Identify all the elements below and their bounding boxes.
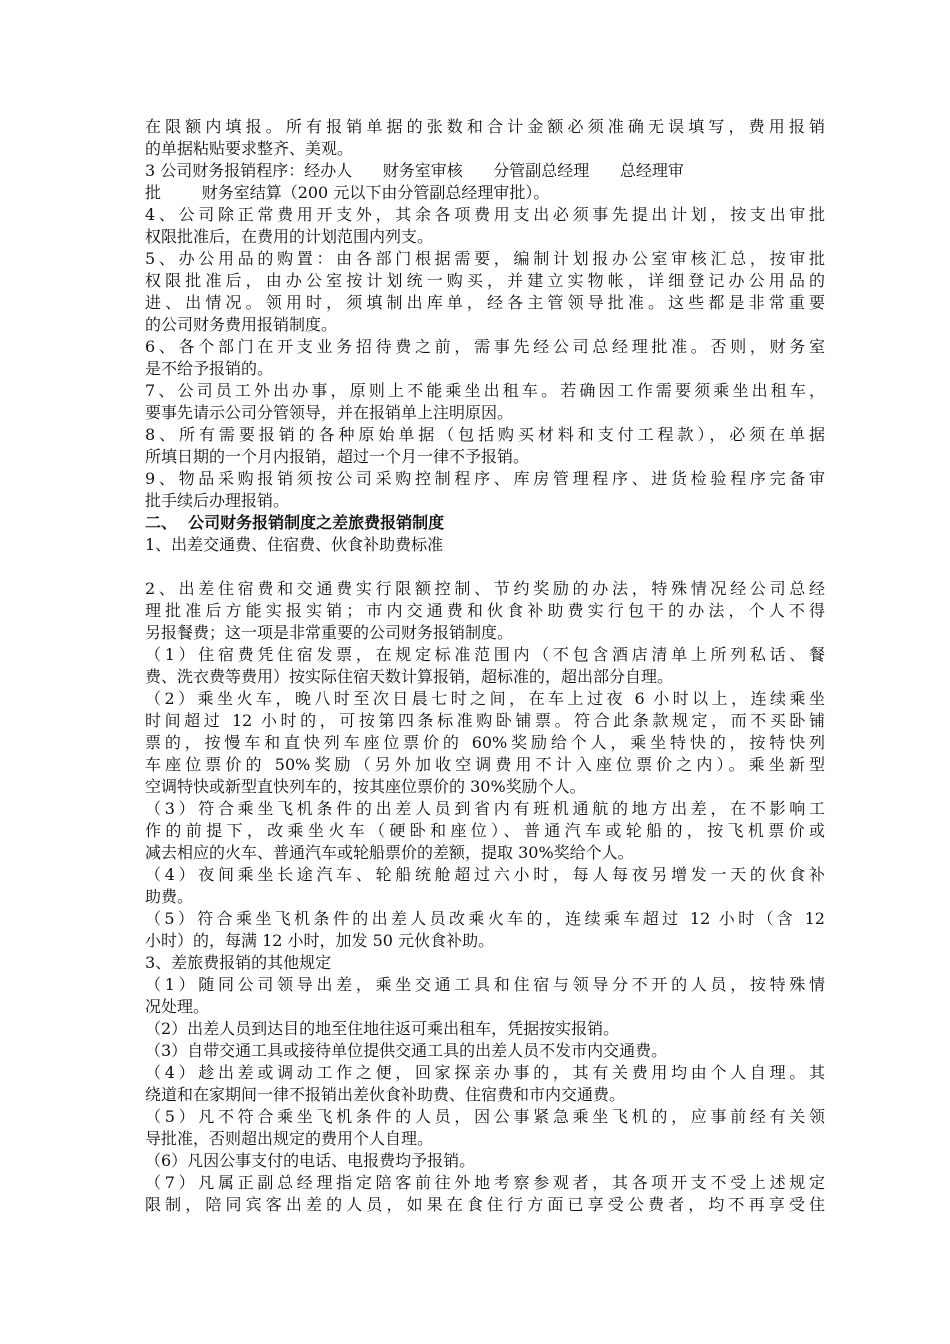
blank-line [145, 556, 825, 578]
paragraph-line: 减去相应的火车、普通汽车或轮船票价的差额，提取 30%奖给个人。 [145, 843, 634, 862]
paragraph-line: 2、出差住宿费和交通费实行限额控制、节约奖励的办法，特殊情况经公司总经 [145, 579, 825, 598]
paragraph-line: 况处理。 [145, 997, 210, 1016]
paragraph-line: 4、公司除正常费用开支外，其余各项费用支出必须事先提出计划，按支出审批 [145, 205, 825, 224]
paragraph-line: 助费。 [145, 887, 194, 906]
paragraph-line: 9、物品采购报销须按公司采购控制程序、库房管理程序、进货检验程序完备审 [145, 469, 825, 488]
paragraph-line: 的单据粘贴要求整齐、美观。 [145, 139, 354, 158]
paragraph-line: 时间超过 12 小时的，可按第四条标准购卧铺票。符合此条款规定，而不买卧铺 [145, 711, 825, 730]
paragraph-line: （4）趁出差或调动工作之便，回家探亲办事的，其有关费用均由个人自理。其 [145, 1063, 825, 1082]
paragraph-line: 在限额内填报。所有报销单据的张数和合计金额必须准确无误填写，费用报销 [145, 117, 825, 136]
paragraph-line: （3）自带交通工具或接待单位提供交通工具的出差人员不发市内交通费。 [145, 1041, 668, 1060]
paragraph-line: 批手续后办理报销。 [145, 491, 290, 510]
paragraph-line: 另报餐费；这一项是非常重要的公司财务报销制度。 [145, 623, 514, 642]
paragraph-line: 小时）的，每满 12 小时，加发 50 元伙食补助。 [145, 931, 495, 950]
paragraph-line: （6）凡因公事支付的电话、电报费均予报销。 [145, 1151, 476, 1170]
paragraph-line: （1）随同公司领导出差，乘坐交通工具和住宿与领导分不开的人员，按特殊情 [145, 975, 825, 994]
paragraph-line: 作的前提下，改乘坐火车（硬卧和座位）、普通汽车或轮船的，按飞机票价或 [145, 821, 825, 840]
paragraph-line: （7）凡属正副总经理指定陪客前往外地考察参观者，其各项开支不受上述规定 [145, 1173, 825, 1192]
paragraph-line: 限制，陪同宾客出差的人员，如果在食住行方面已享受公费者，均不再享受住 [145, 1195, 825, 1214]
paragraph-line: 的公司财务费用报销制度。 [145, 315, 338, 334]
paragraph-line: 费、洗衣费等费用）按实际住宿天数计算报销，超标准的，超出部分自理。 [145, 667, 674, 686]
paragraph-line: 要事先请示公司分管领导，并在报销单上注明原因。 [145, 403, 514, 422]
paragraph-line: 批 财务室结算（200 元以下由分管副总经理审批）。 [145, 183, 550, 202]
paragraph-line: 进、出情况。领用时，须填制出库单，经各主管领导批准。这些都是非常重要 [145, 293, 825, 312]
paragraph-line: （2）出差人员到达目的地至住地往返可乘出租车，凭据按实报销。 [145, 1019, 620, 1038]
paragraph-line: 权限批准后，在费用的计划范围内列支。 [145, 227, 434, 246]
paragraph-line: （1）住宿费凭住宿发票，在规定标准范围内（不包含酒店清单上所列私话、餐 [145, 645, 825, 664]
paragraph-line: 5、办公用品的购置：由各部门根据需要，编制计划报办公室审核汇总，按审批 [145, 249, 825, 268]
paragraph-line: 空调特快或新型直快列车的，按其座位票价的 30%奖励个人。 [145, 777, 586, 796]
paragraph-line: （5）符合乘坐飞机条件的出差人员改乘火车的，连续乘车超过 12 小时（含 12 [145, 909, 825, 928]
paragraph-line: 6、各个部门在开支业务招待费之前，需事先经公司总经理批准。否则，财务室 [145, 337, 825, 356]
paragraph-line: 车座位票价的 50%奖励（另外加收空调费用不计入座位票价之内）。乘坐新型 [145, 755, 825, 774]
paragraph-line: 所填日期的一个月内报销，超过一个月一律不予报销。 [145, 447, 530, 466]
paragraph-line: 3、差旅费报销的其他规定 [145, 953, 332, 972]
paragraph-line: 权限批准后，由办公室按计划统一购买，并建立实物帐，详细登记办公用品的 [145, 271, 825, 290]
paragraph-line: （4）夜间乘坐长途汽车、轮船统舱超过六小时，每人每夜另增发一天的伙食补 [145, 865, 825, 884]
document-body [145, 116, 825, 1216]
paragraph-line: 1、出差交通费、住宿费、伙食补助费标准 [145, 535, 444, 554]
paragraph-line: 7、公司员工外出办事，原则上不能乘坐出租车。若确因工作需要须乘坐出租车， [145, 381, 825, 400]
paragraph-line: 3 公司财务报销程序：经办人 财务室审核 分管副总经理 总经理审 [145, 161, 684, 180]
paragraph-line: 导批准，否则超出规定的费用个人自理。 [145, 1129, 434, 1148]
paragraph-line: 绕道和在家期间一律不报销出差伙食补助费、住宿费和市内交通费。 [145, 1085, 626, 1104]
section-heading: 二、 公司财务报销制度之差旅费报销制度 [145, 513, 445, 532]
paragraph-line: 理批准后方能实报实销；市内交通费和伙食补助费实行包干的办法，个人不得 [145, 601, 825, 620]
paragraph-line: （5）凡不符合乘坐飞机条件的人员，因公事紧急乘坐飞机的，应事前经有关领 [145, 1107, 825, 1126]
paragraph-line: 是不给予报销的。 [145, 359, 274, 378]
paragraph-line: 票的，按慢车和直快列车座位票价的 60%奖励给个人，乘坐特快的，按特快列 [145, 733, 825, 752]
paragraph-line: （2）乘坐火车，晚八时至次日晨七时之间，在车上过夜 6 小时以上，连续乘坐 [145, 689, 825, 708]
paragraph-line: 8、所有需要报销的各种原始单据（包括购买材料和支付工程款），必须在单据 [145, 425, 825, 444]
paragraph-line: （3）符合乘坐飞机条件的出差人员到省内有班机通航的地方出差，在不影响工 [145, 799, 825, 818]
